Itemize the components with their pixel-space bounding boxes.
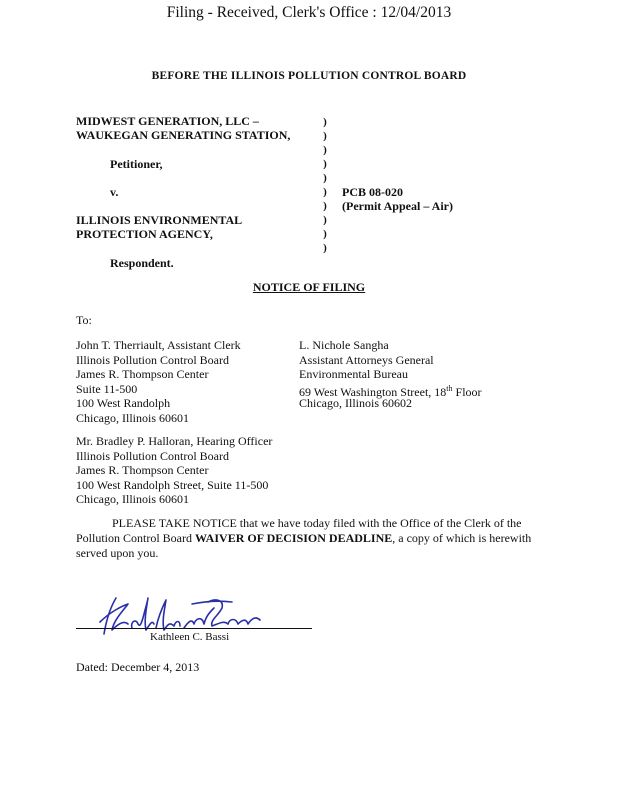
body-text-1: PLEASE TAKE NOTICE that we have today filed with the Office of the Clerk of the Pollution Control Board bbox=[76, 516, 522, 545]
address-line: Suite 11-500 bbox=[76, 381, 138, 396]
address-line: John T. Therriault, Assistant Clerk bbox=[76, 338, 241, 352]
ordinal-suffix: th bbox=[446, 383, 453, 393]
respondent-name-line1: ILLINOIS ENVIRONMENTAL bbox=[76, 213, 243, 227]
notice-title: NOTICE OF FILING bbox=[252, 280, 366, 294]
caption-paren: ) bbox=[323, 228, 327, 240]
caption-paren: ) bbox=[323, 242, 327, 254]
address-line: 100 West Randolph Street, Suite 11-500 bbox=[76, 477, 269, 492]
to-label: To: bbox=[76, 313, 92, 327]
signature-line bbox=[76, 628, 312, 629]
caption-paren: ) bbox=[323, 214, 327, 226]
address-line: Chicago, Illinois 60601 bbox=[76, 410, 189, 425]
hearing-officer-address-block bbox=[76, 434, 272, 507]
caption-paren: ) bbox=[323, 144, 327, 156]
caption-paren-column bbox=[320, 115, 330, 255]
address-line: Mr. Bradley P. Halloran, Hearing Officer bbox=[76, 434, 273, 448]
address-line: Chicago, Illinois 60601 bbox=[76, 492, 189, 506]
case-type: (Permit Appeal – Air) bbox=[342, 199, 453, 213]
clerk-address-block bbox=[76, 338, 241, 425]
address-street-line bbox=[299, 382, 482, 397]
address-line: Assistant Attorneys General bbox=[299, 352, 434, 367]
street-text: 69 West Washington Street, 18 bbox=[299, 384, 447, 399]
filing-stamp: Filing - Received, Clerk's Office : 12/04/2013 bbox=[166, 4, 452, 21]
caption-paren: ) bbox=[323, 186, 327, 198]
caption-paren: ) bbox=[323, 158, 327, 170]
address-line: James R. Thompson Center bbox=[76, 463, 209, 477]
document-title-bold: WAIVER OF DECISION DEADLINE bbox=[195, 531, 393, 545]
petitioner-name-line1: MIDWEST GENERATION, LLC – bbox=[76, 114, 259, 128]
caption-paren: ) bbox=[323, 130, 327, 142]
signer-name: Kathleen C. Bassi bbox=[150, 631, 230, 643]
address-line: 100 West Randolph bbox=[76, 396, 171, 410]
petitioner-role: Petitioner, bbox=[110, 157, 163, 171]
versus-label: v. bbox=[110, 185, 119, 199]
address-line: L. Nichole Sangha bbox=[299, 338, 389, 352]
petitioner-name-line2: WAUKEGAN GENERATING STATION, bbox=[76, 128, 291, 142]
aag-address-block bbox=[299, 338, 482, 411]
address-line: Environmental Bureau bbox=[299, 367, 408, 381]
respondent-role: Respondent. bbox=[110, 256, 174, 270]
address-line: Illinois Pollution Control Board bbox=[76, 352, 230, 367]
respondent-name-line2: PROTECTION AGENCY, bbox=[76, 227, 213, 241]
address-line: James R. Thompson Center bbox=[76, 367, 209, 381]
floor-text: Floor bbox=[452, 384, 482, 399]
address-line: Chicago, Illinois 60602 bbox=[299, 396, 412, 410]
notice-body-paragraph bbox=[76, 516, 546, 561]
body-text-2: , a copy of which is herewith served upon you. bbox=[76, 531, 532, 560]
caption-paren: ) bbox=[323, 200, 327, 212]
address-line: Illinois Pollution Control Board bbox=[76, 448, 230, 463]
case-number: PCB 08-020 bbox=[342, 185, 403, 199]
court-title: BEFORE THE ILLINOIS POLLUTION CONTROL BOARD bbox=[151, 70, 467, 82]
caption-paren: ) bbox=[323, 172, 327, 184]
dated-line: Dated: December 4, 2013 bbox=[76, 660, 200, 674]
caption-paren: ) bbox=[323, 116, 327, 128]
